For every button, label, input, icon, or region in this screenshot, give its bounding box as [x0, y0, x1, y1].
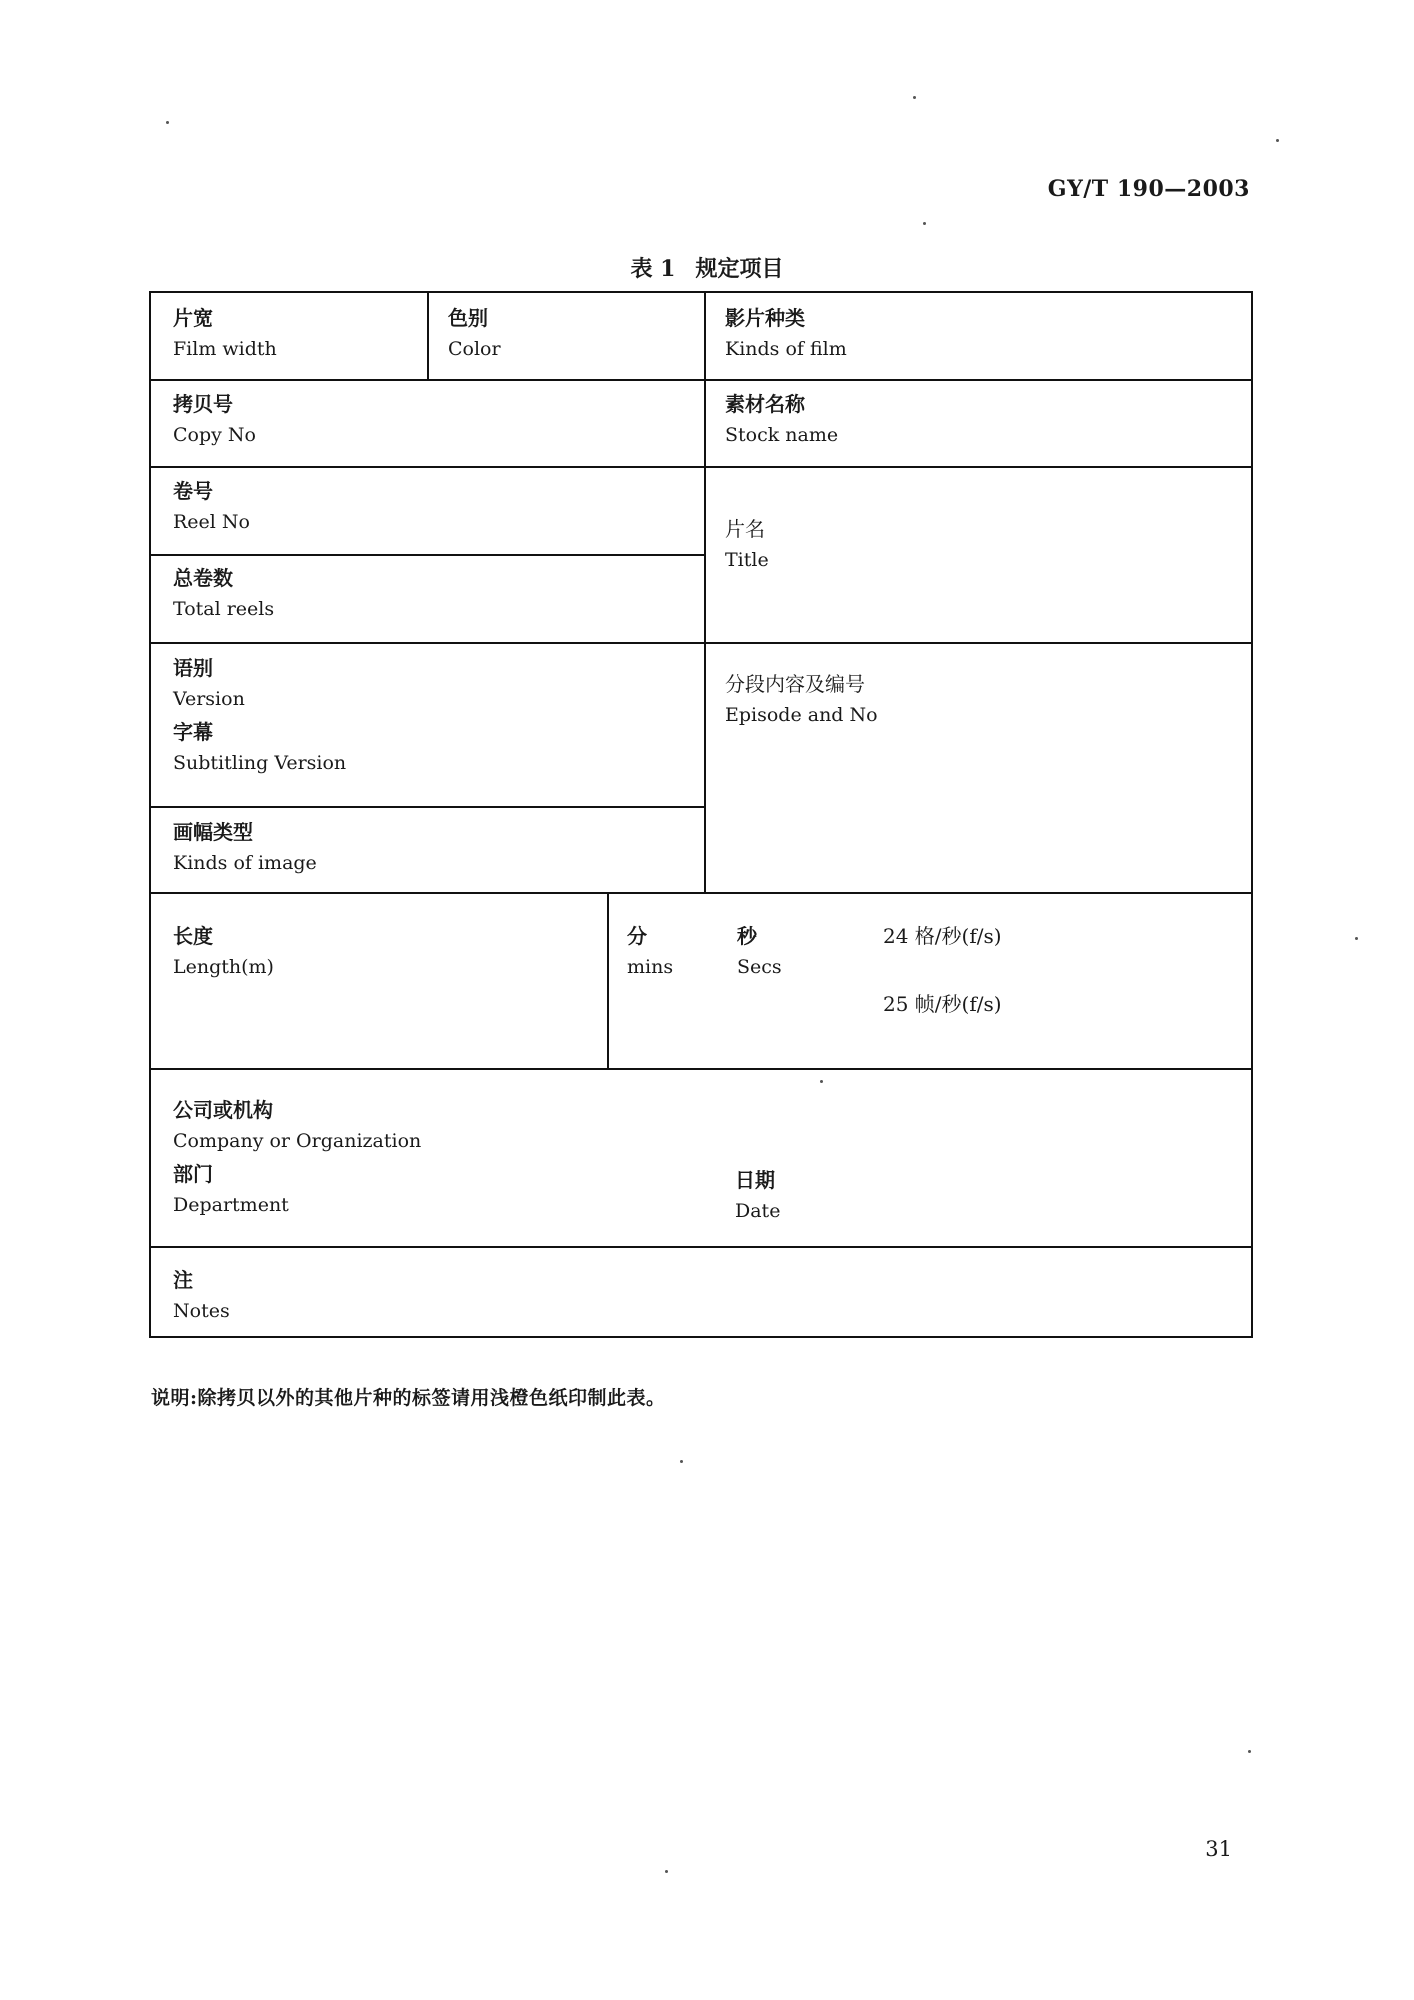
department-label-en: Department	[173, 1194, 289, 1216]
episode-label-en: Episode and No	[725, 704, 878, 726]
mins-label-zh: 分	[627, 924, 647, 948]
table-caption	[0, 252, 1414, 283]
label-form-table	[149, 291, 1253, 1338]
page-number: 31	[1205, 1837, 1232, 1861]
scan-speck	[820, 1080, 823, 1083]
frame-rate-24: 24 格/秒(f/s)	[883, 924, 1002, 948]
company-label-zh: 公司或机构	[173, 1098, 273, 1122]
date-label-en: Date	[735, 1200, 781, 1222]
subtitling-label-zh: 字幕	[173, 720, 213, 744]
film-width-label-zh: 片宽	[173, 306, 213, 330]
copy-no-label-zh: 拷贝号	[173, 392, 233, 416]
version-label-en: Version	[173, 688, 245, 710]
total-reels-label-en: Total reels	[173, 598, 275, 620]
cell-version-subtitling	[173, 658, 346, 773]
version-label-zh: 语别	[173, 656, 213, 680]
cell-film-width	[173, 308, 277, 359]
title-label-en: Title	[725, 549, 769, 571]
row-divider	[151, 1068, 1251, 1070]
notes-label-zh: 注	[173, 1268, 193, 1292]
cell-kinds-of-image	[173, 822, 317, 873]
notes-label-en: Notes	[173, 1300, 230, 1322]
cell-notes	[173, 1270, 230, 1321]
kinds-of-film-label-zh: 影片种类	[725, 306, 805, 330]
scan-speck	[913, 96, 916, 99]
stock-name-label-zh: 素材名称	[725, 392, 805, 416]
episode-label-zh: 分段内容及编号	[725, 672, 865, 696]
row-divider	[151, 892, 1251, 894]
subtitling-label-en: Subtitling Version	[173, 752, 347, 774]
scan-speck	[665, 1870, 668, 1873]
scan-speck	[680, 1460, 683, 1463]
cell-kinds-of-film	[725, 308, 847, 359]
cell-color	[448, 308, 501, 359]
scan-speck	[923, 222, 926, 225]
row-divider	[151, 379, 1251, 381]
row-divider	[151, 1246, 1251, 1248]
scan-speck	[166, 121, 169, 124]
cell-date	[735, 1170, 780, 1221]
kinds-of-image-label-zh: 画幅类型	[173, 820, 253, 844]
cell-copy-no	[173, 394, 256, 445]
copy-no-label-en: Copy No	[173, 424, 256, 446]
row-divider	[151, 466, 1251, 468]
length-label-en: Length(m)	[173, 956, 274, 978]
row-divider	[151, 642, 1251, 644]
scan-speck	[1248, 1750, 1251, 1753]
standard-code: GY/T 190—2003	[1047, 176, 1250, 202]
scan-speck	[1355, 937, 1358, 940]
total-reels-label-zh: 总卷数	[173, 566, 233, 590]
cell-company-department	[173, 1100, 421, 1215]
scan-speck	[1276, 139, 1279, 142]
stock-name-label-en: Stock name	[725, 424, 839, 446]
kinds-of-film-label-en: Kinds of film	[725, 338, 847, 360]
film-width-label-en: Film width	[173, 338, 277, 360]
row-divider	[151, 806, 704, 808]
row-divider	[151, 554, 704, 556]
table-footnote: 说明:除拷贝以外的其他片种的标签请用浅橙色纸印制此表。	[151, 1387, 666, 1409]
cell-episode	[725, 674, 878, 725]
secs-label-zh: 秒	[737, 924, 757, 948]
cell-length	[173, 926, 274, 977]
cell-total-reels	[173, 568, 274, 619]
department-label-zh: 部门	[173, 1162, 213, 1186]
column-divider	[427, 293, 429, 379]
secs-label-en: Secs	[737, 956, 782, 978]
column-divider	[607, 892, 609, 1068]
mins-label-en: mins	[627, 956, 674, 978]
table-caption-number: 表 1	[630, 256, 676, 282]
cell-mins	[627, 926, 673, 977]
reel-no-label-zh: 卷号	[173, 479, 213, 503]
reel-no-label-en: Reel No	[173, 511, 250, 533]
title-label-zh: 片名	[725, 517, 765, 541]
cell-stock-name	[725, 394, 838, 445]
color-label-en: Color	[448, 338, 501, 360]
cell-reel-no	[173, 481, 250, 532]
cell-title	[725, 519, 769, 570]
table-caption-title: 规定项目	[695, 256, 784, 282]
length-label-zh: 长度	[173, 924, 213, 948]
cell-secs	[737, 926, 782, 977]
kinds-of-image-label-en: Kinds of image	[173, 852, 317, 874]
frame-rate-25: 25 帧/秒(f/s)	[883, 992, 1002, 1016]
company-label-en: Company or Organization	[173, 1130, 422, 1152]
cell-frame-rates	[883, 926, 1002, 1014]
date-label-zh: 日期	[735, 1168, 775, 1192]
column-divider	[704, 293, 706, 892]
color-label-zh: 色别	[448, 306, 488, 330]
